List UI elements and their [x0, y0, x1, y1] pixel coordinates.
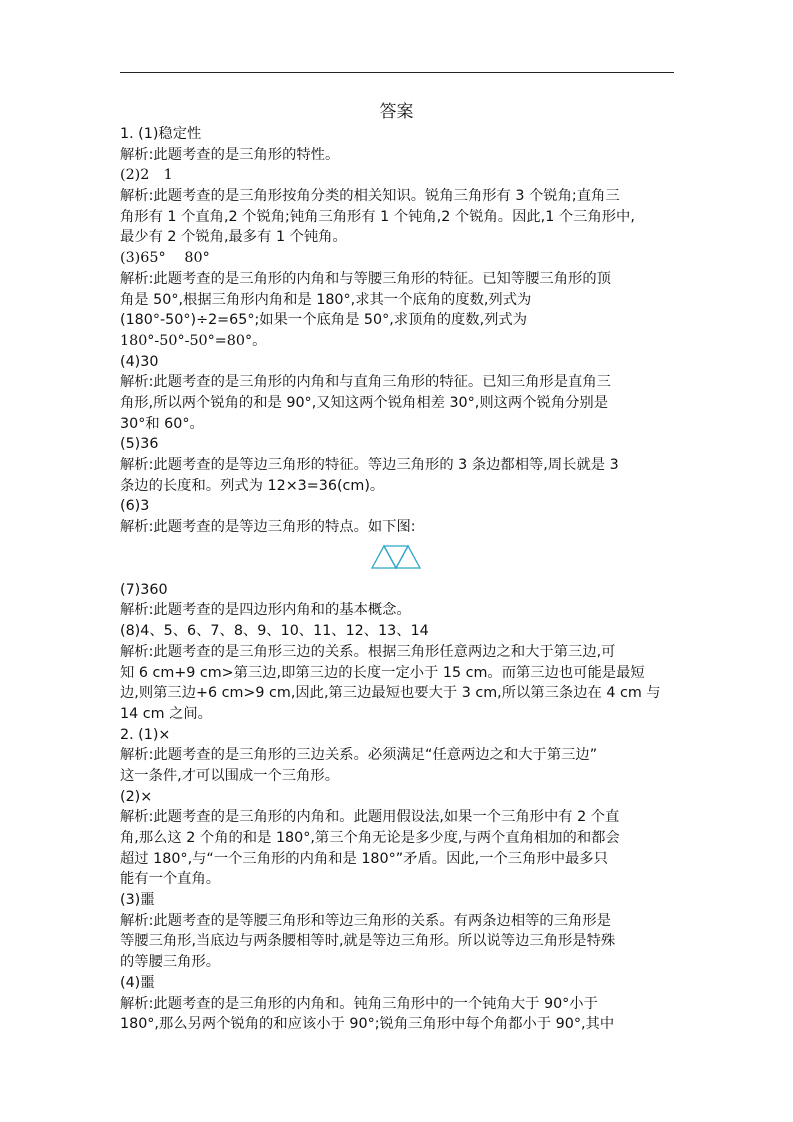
answer-line: (2)2 1: [120, 167, 173, 184]
answer-line: 角,那么这 2 个角的和是 180°,第三个角无论是多少度,与两个直角相加的和都会: [120, 830, 620, 846]
header-rule: [120, 72, 674, 73]
answer-line: 解析:此题考查的是等边三角形的特征。等边三角形的 3 条边都相等,周长就是 3: [120, 457, 619, 473]
answer-line: 2. (1)×: [120, 726, 171, 743]
triangle-middle-down: [384, 546, 408, 568]
answer-line: 1. (1)稳定性: [120, 126, 202, 142]
answer-line: 条边的长度和。列式为 12×3=36(cm)。: [120, 477, 385, 494]
answer-line: 解析:此题考查的是三角形的内角和。此题用假设法,如果一个三角形中有 2 个直: [120, 809, 620, 826]
answer-line: (3)噩: [120, 892, 155, 909]
triangle-right-up: [396, 546, 420, 568]
answer-line: (7)360: [120, 581, 168, 598]
answer-line: (8)4、5、6、7、8、9、10、11、12、13、14: [120, 623, 429, 640]
answer-line: 解析:此题考查的是三角形的三边关系。必须满足“任意两边之和大于第三边”: [120, 747, 598, 764]
answer-line: 等腰三角形,当底边与两条腰相等时,就是等边三角形。所以说等边三角形是特殊: [120, 933, 616, 950]
answer-line: 解析:此题考查的是等边三角形的特点。如下图:: [120, 519, 416, 536]
answer-line: 解析:此题考查的是三角形的特性。: [120, 146, 340, 163]
answer-line: (5)36: [120, 436, 159, 453]
answer-line: 角形,所以两个锐角的和是 90°,又知这两个锐角相差 30°,则这两个锐角分别是: [120, 394, 609, 411]
answer-line: 30°和 60°。: [120, 415, 204, 432]
answer-line: 14 cm 之间。: [120, 705, 212, 722]
answer-line: 解析:此题考查的是三角形的内角和。钝角三角形中的一个钝角大于 90°小于: [120, 995, 598, 1012]
answer-line: 解析:此题考查的是三角形三边的关系。根据三角形任意两边之和大于第三边,可: [120, 643, 616, 660]
answer-line: (180°-50°)÷2=65°;如果一个底角是 50°,求顶角的度数,列式为: [120, 312, 528, 329]
answer-line: 知 6 cm+9 cm>第三边,即第三边的长度一定小于 15 cm。而第三边也可能是最短: [120, 664, 645, 681]
answer-line: 解析:此题考查的是三角形按角分类的相关知识。锐角三角形有 3 个锐角;直角三: [120, 188, 620, 205]
three-triangles-icon: [371, 544, 421, 570]
answer-line: 解析:此题考查的是三角形的内角和与直角三角形的特征。已知三角形是直角三: [120, 374, 611, 391]
page-title: 答案: [379, 102, 414, 122]
answer-line: (4)噩: [120, 974, 155, 991]
triangle-figure: [120, 538, 676, 580]
answer-line: (2)×: [120, 788, 153, 805]
answer-line: 角是 50°,根据三角形内角和是 180°,求其一个底角的度数,列式为: [120, 291, 532, 308]
answer-line: 能有一个直角。: [120, 871, 221, 888]
answer-line: 的等腰三角形。: [120, 954, 221, 971]
answer-line: (6)3: [120, 498, 150, 515]
answer-body: [120, 124, 676, 1035]
answer-line: 解析:此题考查的是四边形内角和的基本概念。: [120, 602, 411, 619]
answer-line: 解析:此题考查的是三角形的内角和与等腰三角形的特征。已知等腰三角形的顶: [120, 270, 611, 287]
triangle-left-up: [372, 546, 396, 568]
answer-line: 180°-50°-50°=80°。: [120, 332, 267, 349]
answer-line: 最少有 2 个锐角,最多有 1 个钝角。: [120, 229, 347, 246]
answer-line: 解析:此题考查的是等腰三角形和等边三角形的关系。有两条边相等的三角形是: [120, 912, 611, 929]
answer-line: 180°,那么另两个锐角的和应该小于 90°;锐角三角形中每个角都小于 90°,其中: [120, 1016, 615, 1033]
answer-line: 超过 180°,与“一个三角形的内角和是 180°”矛盾。因此,一个三角形中最多只: [120, 850, 608, 867]
answer-line: (3)65° 80°: [120, 250, 210, 267]
answer-line: (4)30: [120, 353, 159, 370]
answer-line: 这一条件,才可以围成一个三角形。: [120, 767, 339, 784]
answer-line: 边,则第三边+6 cm>9 cm,因此,第三边最短也要大于 3 cm,所以第三条边在 4 cm 与: [120, 685, 661, 702]
answer-line: 角形有 1 个直角,2 个锐角;钝角三角形有 1 个钝角,2 个锐角。因此,1 个三角形中,: [120, 208, 635, 225]
